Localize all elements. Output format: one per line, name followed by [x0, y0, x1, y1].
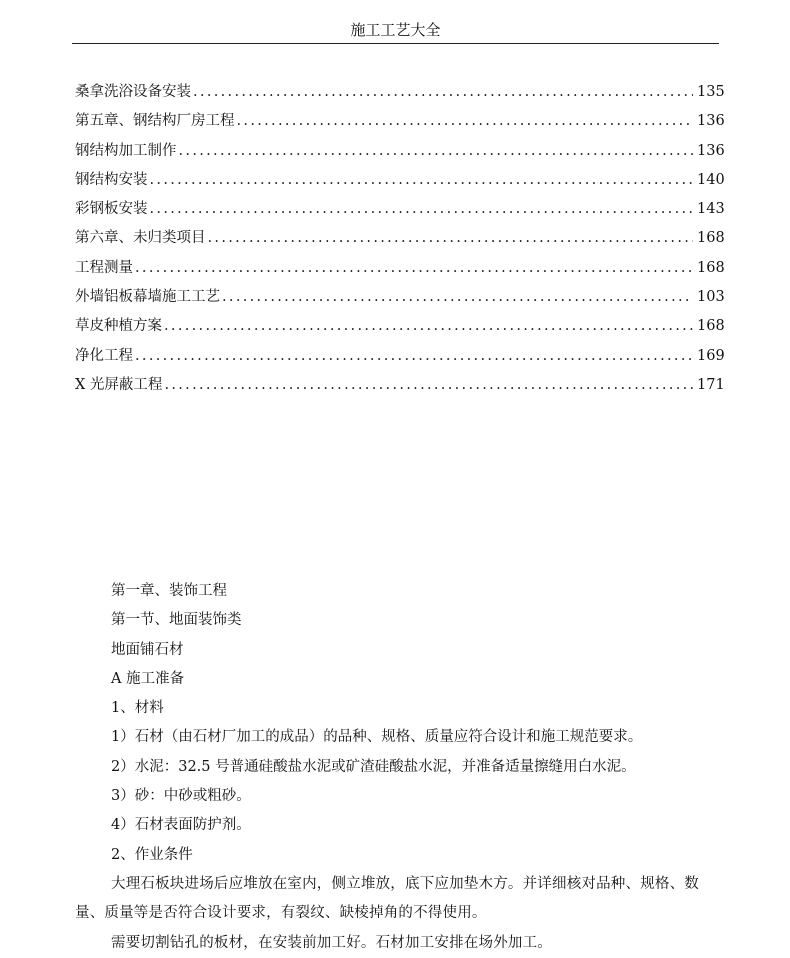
topic-heading: 地面铺石材	[111, 641, 184, 658]
toc-entry-page: 171	[697, 376, 725, 393]
toc-entry-label: 草皮种植方案	[75, 318, 162, 335]
toc-entry[interactable]	[75, 139, 725, 168]
toc-entry-page: 135	[697, 84, 725, 100]
toc-entry[interactable]	[75, 256, 725, 285]
toc-entry-label: 桑拿洗浴设备安装	[75, 84, 191, 100]
toc-entry[interactable]	[75, 285, 725, 314]
toc-dot-leader	[150, 168, 694, 192]
toc-entry-page: 143	[697, 201, 725, 218]
toc-dot-leader	[208, 226, 694, 250]
list-item: 4）石材表面防护剂。	[111, 817, 251, 834]
list-item: 3）砂：中砂或粗砂。	[111, 788, 251, 805]
toc-entry-label: 工程测量	[75, 259, 133, 276]
toc-entry-page: 168	[697, 318, 725, 335]
subtopic-heading: A 施工准备	[111, 670, 185, 687]
toc-dot-leader	[164, 314, 693, 338]
toc-entry-label: 外墙铝板幕墙施工工艺	[75, 289, 220, 306]
toc-entry-page: 169	[697, 347, 725, 364]
list-item: 1）石材（由石材厂加工的成品）的品种、规格、质量应符合设计和施工规范要求。	[111, 729, 643, 746]
toc-entry[interactable]	[75, 226, 725, 255]
toc-entry-page: 168	[697, 259, 725, 276]
toc-dot-leader	[179, 139, 694, 163]
toc-entry-label: X 光屏蔽工程	[75, 376, 163, 393]
toc-entry-label: 钢结构安装	[75, 171, 148, 188]
toc-entry-page: 103	[697, 289, 725, 306]
toc-dot-leader	[150, 197, 694, 221]
toc-dot-leader	[135, 344, 693, 368]
toc-entry-label: 净化工程	[75, 347, 133, 364]
toc-entry-label: 钢结构加工制作	[75, 142, 177, 159]
toc-dot-leader	[135, 256, 693, 280]
table-of-contents	[75, 80, 725, 402]
page-header	[72, 0, 719, 44]
item-heading-materials: 1、材料	[111, 700, 164, 717]
toc-entry-page: 136	[697, 113, 725, 130]
toc-entry-label: 第五章、钢结构厂房工程	[75, 113, 235, 130]
toc-entry-page: 140	[697, 171, 725, 188]
toc-dot-leader	[222, 285, 693, 309]
body-paragraph: 需要切割钻孔的板材，在安装前加工好。石材加工安排在场外加工。	[111, 934, 552, 951]
header-title: 施工工艺大全	[350, 21, 441, 39]
toc-entry-label: 第六章、未归类项目	[75, 230, 206, 247]
document-body	[75, 577, 722, 958]
body-paragraph: 大理石板块进场后应堆放在室内，侧立堆放，底下应加垫木方。并详细核对品种、规格、数量、质量等是否符合设计要求，有裂纹、缺棱掉角的不得使用。	[75, 875, 699, 922]
toc-entry-page: 136	[697, 142, 725, 159]
toc-dot-leader	[164, 373, 693, 397]
toc-dot-leader	[193, 80, 693, 104]
item-heading-conditions: 2、作业条件	[111, 846, 193, 863]
toc-entry[interactable]	[75, 314, 725, 343]
toc-entry[interactable]	[75, 197, 725, 226]
toc-entry[interactable]	[75, 168, 725, 197]
toc-entry[interactable]	[75, 344, 725, 373]
toc-entry[interactable]	[75, 80, 725, 109]
toc-entry-page: 168	[697, 230, 725, 247]
list-item: 2）水泥：32.5 号普通硅酸盐水泥或矿渣硅酸盐水泥，并准备适量擦缝用白水泥。	[111, 758, 636, 775]
toc-entry[interactable]	[75, 109, 725, 138]
chapter-heading: 第一章、装饰工程	[111, 583, 227, 599]
toc-dot-leader	[237, 109, 694, 133]
section-heading: 第一节、地面装饰类	[111, 612, 242, 629]
toc-entry-label: 彩钢板安装	[75, 201, 148, 218]
toc-entry[interactable]	[75, 373, 725, 402]
